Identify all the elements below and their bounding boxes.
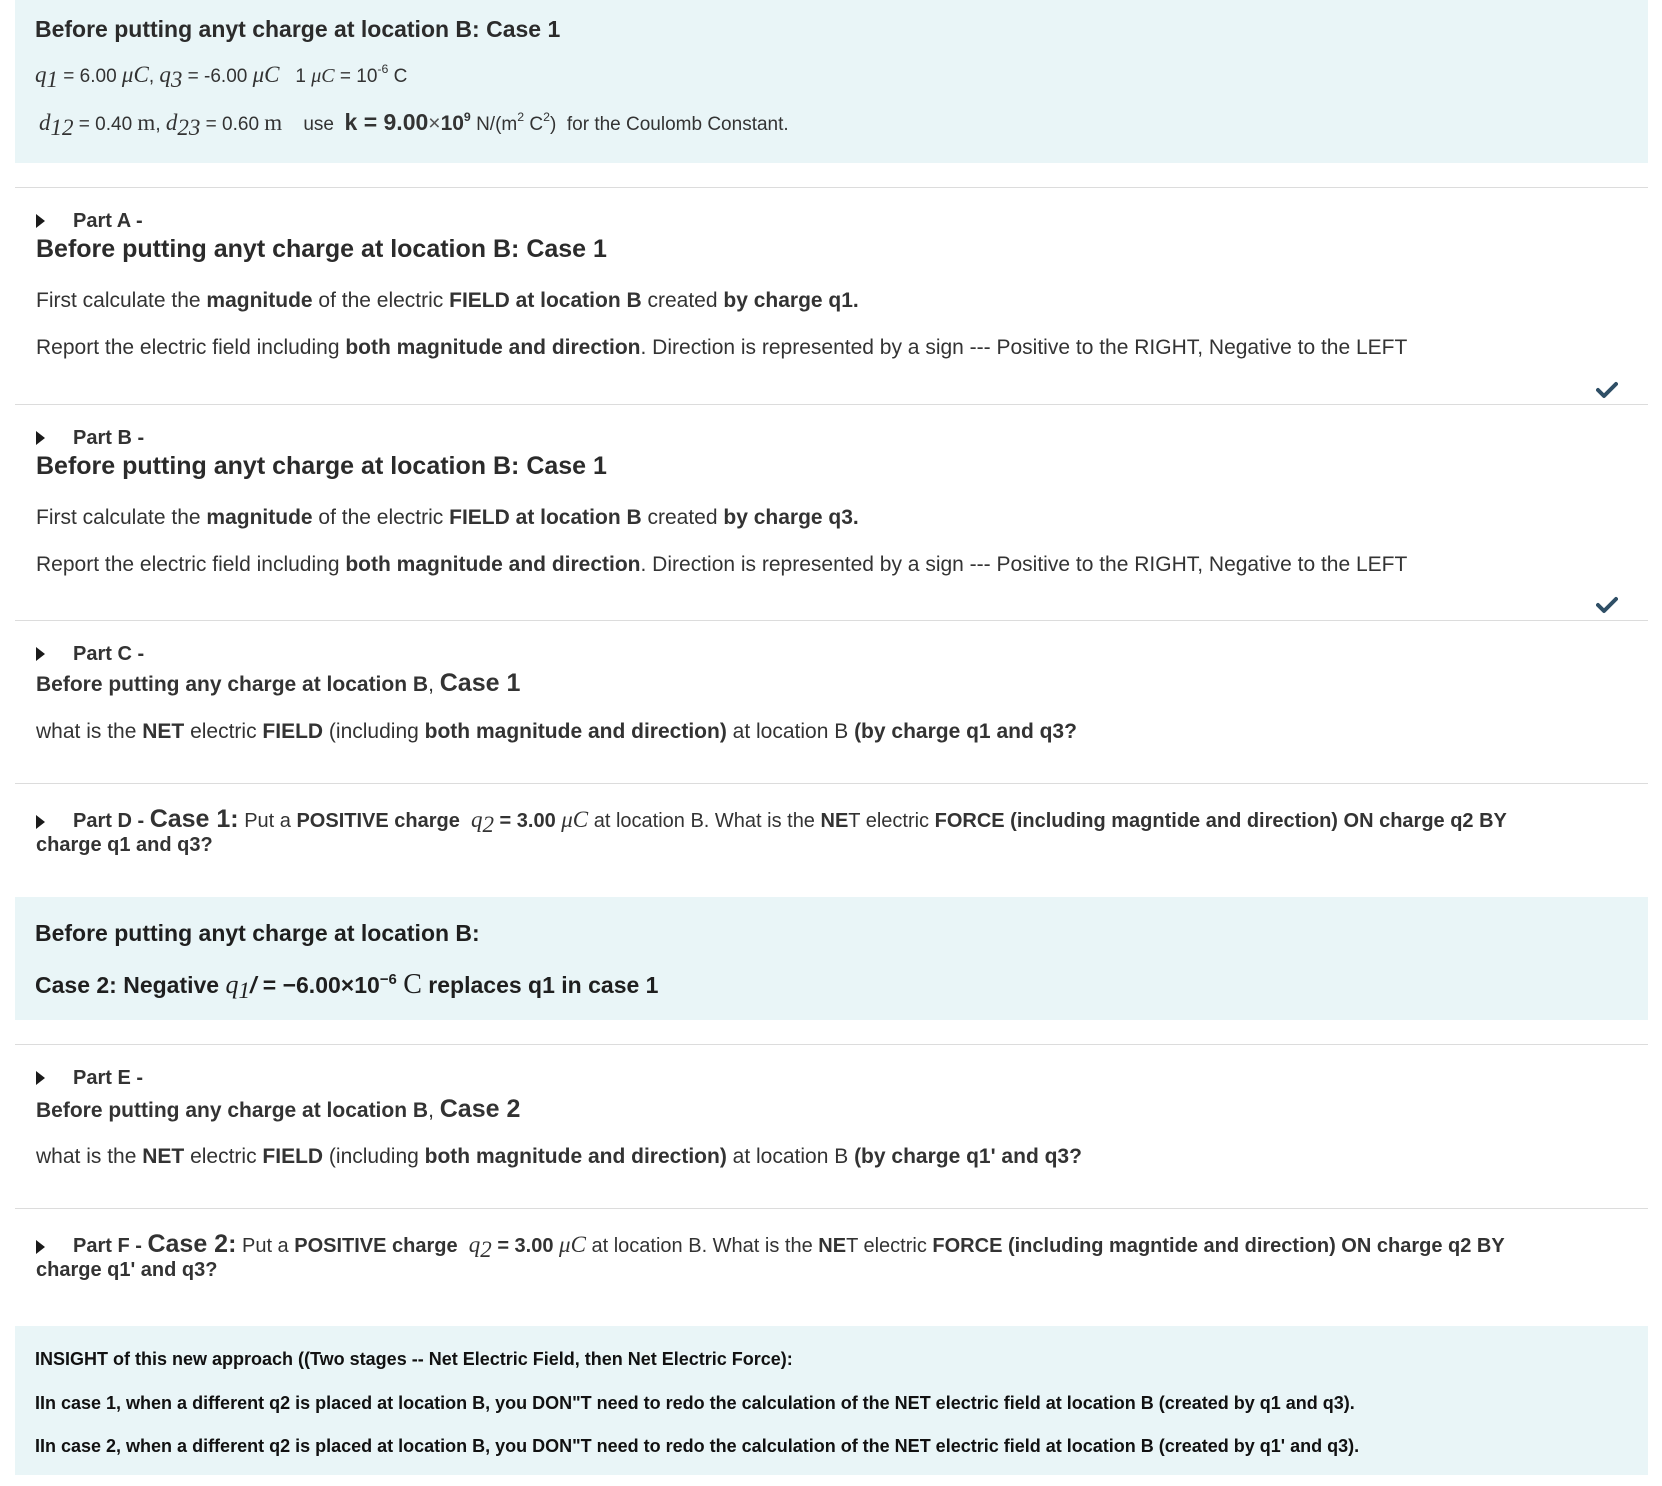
- part-a-instruction: First calculate the magnitude of the electric FIELD at location B created by charge q1.: [36, 289, 859, 312]
- insight-case1: IIn case 1, when a different q2 is placed at location B, you DON"T need to redo the calculation of the NET electric field at location B (created by q1 and q3).: [35, 1393, 1355, 1413]
- part-c-title: Before putting any charge at location B, Case 1: [36, 669, 521, 697]
- part-e[interactable]: [36, 1044, 1648, 1208]
- checkmark-icon: [1596, 596, 1618, 614]
- part-e-title: Before putting any charge at location B, Case 2: [36, 1095, 521, 1123]
- charges-line: $q_1 = 6.00$ μC, $q_3 = -6.00$ μC 1 $\mu C = 10^{-6}$ C: [35, 62, 408, 92]
- part-d-question-continued: charge q1 and q3?: [36, 834, 213, 856]
- part-f-header[interactable]: Part F - Case 2: Put a POSITIVE charge $q_2 = 3.00$ μC at location B. What is the NET electric FORCE (including magntide and direction) ON charge q2 BY: [73, 1230, 1505, 1262]
- caret-right-icon[interactable]: [36, 647, 45, 661]
- part-a[interactable]: [36, 187, 1648, 404]
- part-c-question: what is the NET electric FIELD (including both magnitude and direction) at location B (by charge q1 and q3?: [36, 720, 1077, 743]
- part-a-title: Before putting anyt charge at location B: Case 1: [36, 235, 607, 263]
- checkmark-icon: [1596, 381, 1618, 399]
- caret-right-icon[interactable]: [36, 431, 45, 445]
- case1-title: Before putting anyt charge at location B: Case 1: [35, 16, 561, 42]
- part-d[interactable]: [36, 783, 1648, 873]
- part-b-instruction: First calculate the magnitude of the electric FIELD at location B created by charge q3.: [36, 506, 859, 529]
- insight-case2: IIn case 2, when a different q2 is placed at location B, you DON"T need to redo the calculation of the NET electric field at location B (created by q1' and q3).: [35, 1436, 1360, 1456]
- part-d-header[interactable]: Part D - Case 1: Put a POSITIVE charge $q_2 = 3.00$ μC at location B. What is the NET electric FORCE (including magntide and direction) ON charge q2 BY: [73, 805, 1507, 837]
- part-f-question-continued: charge q1' and q3?: [36, 1259, 218, 1281]
- insight-box: [15, 1326, 1648, 1475]
- part-e-label[interactable]: Part E -: [73, 1067, 144, 1089]
- part-b[interactable]: [36, 404, 1648, 620]
- distances-line: $d_{12} = 0.40$ m, $d_{23} = 0.60$ m use $k = 9.00\times 10^9$ $N/(m^2$ $C^2$) for the Coulomb Constant.: [39, 109, 789, 140]
- part-b-label[interactable]: Part B -: [73, 427, 145, 449]
- caret-right-icon[interactable]: [36, 815, 45, 829]
- caret-right-icon[interactable]: [36, 1071, 45, 1085]
- part-c-label[interactable]: Part C -: [73, 643, 145, 665]
- insight-title: INSIGHT of this new approach ((Two stages -- Net Electric Field, then Net Electric Force):: [35, 1349, 793, 1369]
- case2-info-box: [15, 897, 1648, 1020]
- part-b-direction-note: Report the electric field including both magnitude and direction. Direction is represented by a sign --- Positive to the RIGHT, Negative to the LEFT: [36, 553, 1408, 576]
- part-c[interactable]: [36, 620, 1648, 783]
- part-a-label[interactable]: Part A -: [73, 210, 143, 232]
- caret-right-icon[interactable]: [36, 1240, 45, 1254]
- part-e-question: what is the NET electric FIELD (including both magnitude and direction) at location B (by charge q1' and q3?: [36, 1145, 1082, 1168]
- part-f[interactable]: [36, 1208, 1648, 1298]
- case2-definition: Case 2: Negative $q_1/ = -6.00\times 10^{-6}$ C replaces q1 in case 1: [35, 969, 659, 1003]
- part-b-title: Before putting anyt charge at location B: Case 1: [36, 452, 607, 480]
- case1-info-box: [15, 0, 1648, 163]
- part-a-direction-note: Report the electric field including both magnitude and direction. Direction is represented by a sign --- Positive to the RIGHT, Negative to the LEFT: [36, 336, 1408, 359]
- case2-title: Before putting anyt charge at location B:: [35, 920, 480, 946]
- caret-right-icon[interactable]: [36, 214, 45, 228]
